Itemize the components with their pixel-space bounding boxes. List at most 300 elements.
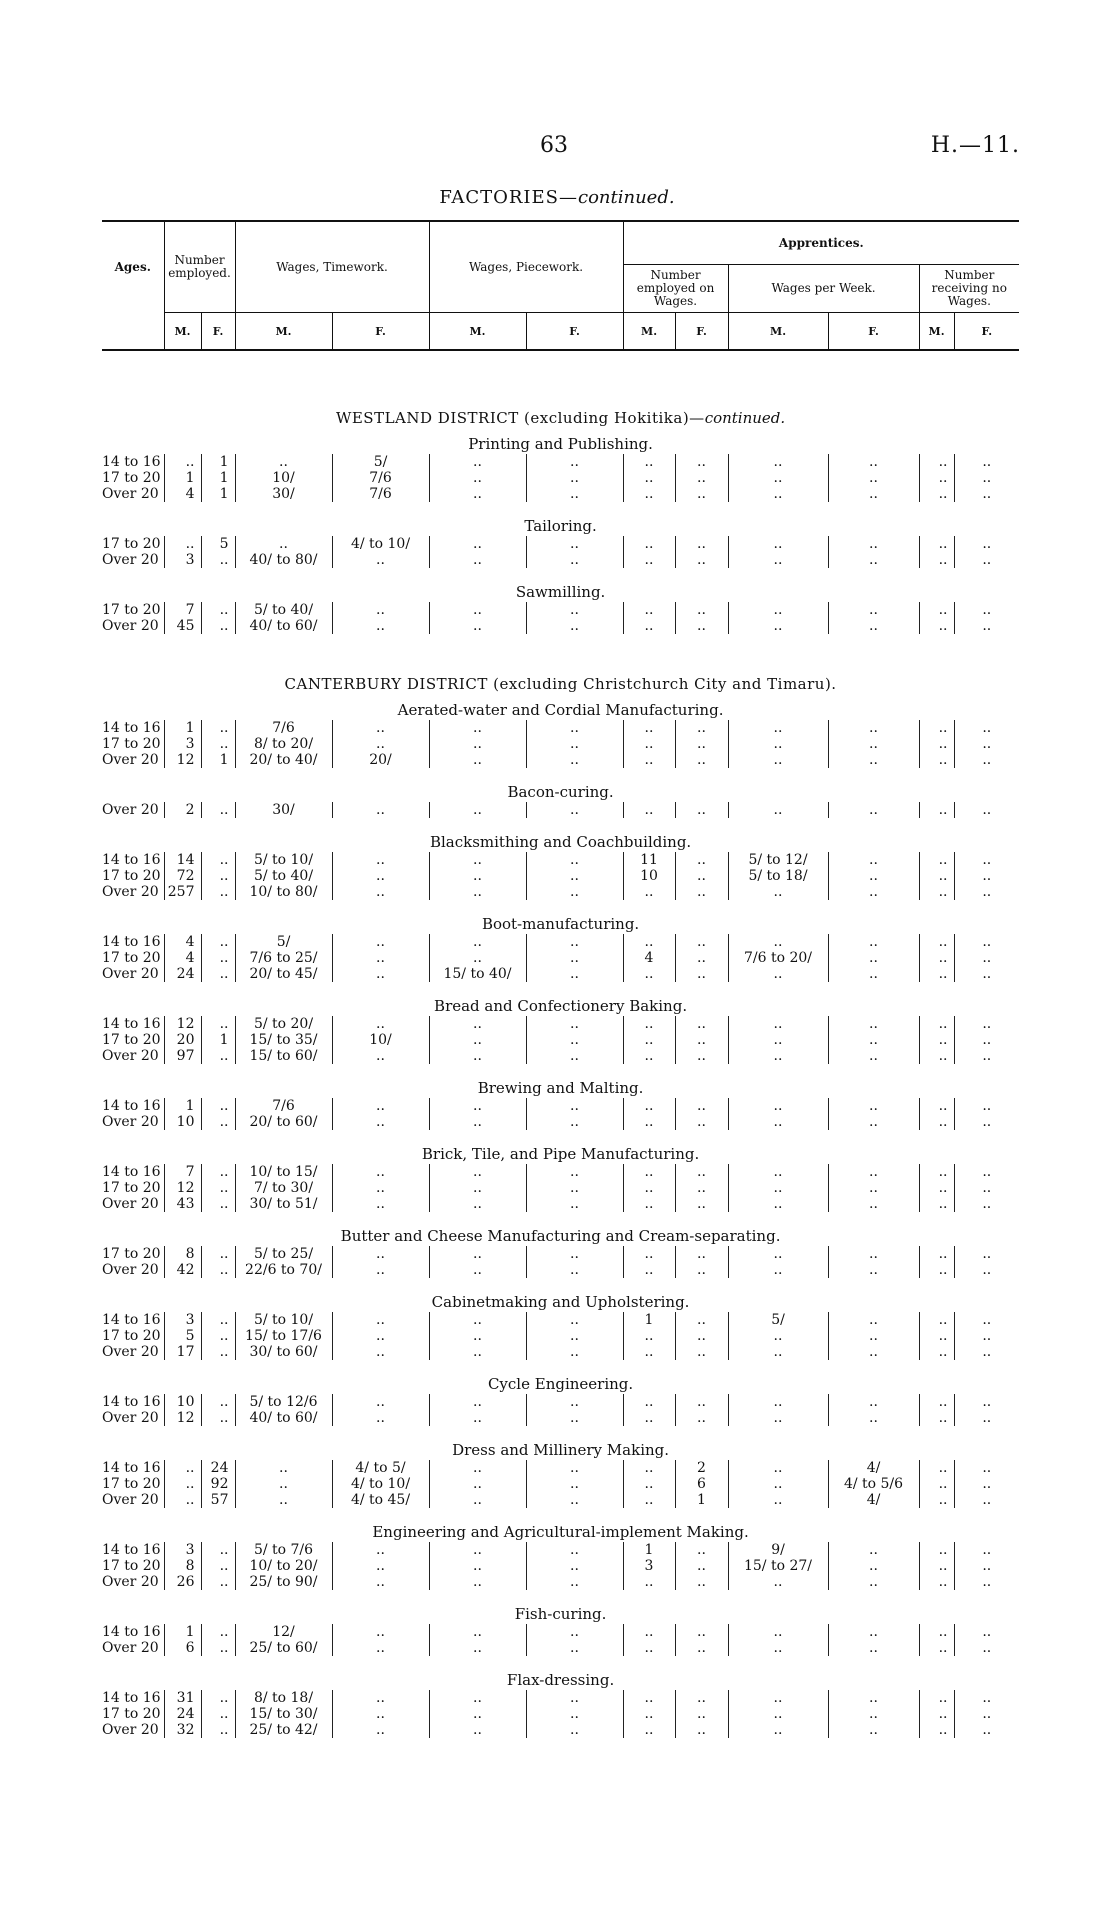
employed-m-cell: 12 <box>164 1016 201 1032</box>
appr-employed-f-cell: .. <box>675 1328 728 1344</box>
appr-wages-f-cell: .. <box>828 618 919 634</box>
piecework-m-cell: .. <box>429 1574 526 1590</box>
appr-wages-f-cell: .. <box>828 1328 919 1344</box>
appr-employed-m-cell: .. <box>623 934 675 950</box>
appr-wages-m-cell: .. <box>728 802 828 818</box>
appr-employed-f-cell: .. <box>675 1016 728 1032</box>
industry-heading: Blacksmithing and Coachbuilding. <box>429 833 692 851</box>
timework-f-cell: .. <box>332 1312 429 1328</box>
age-cell: 17 to 20 <box>102 868 161 884</box>
appr-wages-m-cell: 5/ to 12/ <box>728 852 828 868</box>
employed-f-cell: .. <box>201 934 235 950</box>
table-row <box>102 720 1019 736</box>
table-row <box>102 884 1019 900</box>
employed-m-cell: 8 <box>164 1558 201 1574</box>
timework-f-cell: 20/ <box>332 752 429 768</box>
appr-employed-f-cell: .. <box>675 736 728 752</box>
appr-wages-m-cell: .. <box>728 736 828 752</box>
appr-employed-f-cell: .. <box>675 1262 728 1278</box>
appr-nowages-m-cell: .. <box>919 454 954 470</box>
appr-employed-f-cell: .. <box>675 1246 728 1262</box>
employed-f-cell: .. <box>201 1048 235 1064</box>
piecework-f-cell: .. <box>526 1690 623 1706</box>
table-row <box>102 1114 1019 1130</box>
appr-wages-m-cell: .. <box>728 1690 828 1706</box>
table-row <box>102 1048 1019 1064</box>
age-cell: 17 to 20 <box>102 536 161 552</box>
age-cell: 17 to 20 <box>102 1706 161 1722</box>
employed-m-cell: .. <box>164 1492 201 1508</box>
piecework-f-cell: .. <box>526 1016 623 1032</box>
appr-employed-f-cell: .. <box>675 1180 728 1196</box>
appr-employed-m-cell: .. <box>623 1722 675 1738</box>
piecework-f-cell: .. <box>526 966 623 982</box>
appr-nowages-f-cell: .. <box>954 720 1019 736</box>
appr-wages-f-cell: .. <box>828 1098 919 1114</box>
employed-f-cell: 1 <box>201 470 235 486</box>
appr-wages-f-cell: .. <box>828 1016 919 1032</box>
appr-employed-m-cell: 1 <box>623 1542 675 1558</box>
appr-employed-m-cell: .. <box>623 1410 675 1426</box>
piecework-m-cell: .. <box>429 1624 526 1640</box>
piecework-f-cell: .. <box>526 1558 623 1574</box>
timework-f-cell: .. <box>332 1558 429 1574</box>
appr-nowages-m-cell: .. <box>919 1098 954 1114</box>
industry-heading: Dress and Millinery Making. <box>452 1441 670 1459</box>
age-cell: Over 20 <box>102 1262 159 1278</box>
industry-heading: Butter and Cheese Manufacturing and Cream-separating. <box>340 1227 781 1245</box>
age-cell: 14 to 16 <box>102 1164 161 1180</box>
employed-m-cell: 12 <box>164 1410 201 1426</box>
appr-nowages-m-cell: .. <box>919 1640 954 1656</box>
employed-m-cell: 1 <box>164 720 201 736</box>
industry-heading-row <box>102 502 1019 536</box>
table-row <box>102 1460 1019 1476</box>
appr-employed-m-cell: .. <box>623 454 675 470</box>
appr-wages-m-cell: .. <box>728 1246 828 1262</box>
appr-employed-m-cell: 3 <box>623 1558 675 1574</box>
employed-m-cell: 7 <box>164 1164 201 1180</box>
appr-employed-f-cell: .. <box>675 1048 728 1064</box>
appr-wages-m-cell: 5/ <box>728 1312 828 1328</box>
appr-employed-m-cell: .. <box>623 1164 675 1180</box>
timework-f-cell: .. <box>332 1164 429 1180</box>
appr-nowages-f-cell: .. <box>954 1312 1019 1328</box>
table-row <box>102 470 1019 486</box>
appr-employed-f-cell: .. <box>675 884 728 900</box>
appr-nowages-f-cell: .. <box>954 950 1019 966</box>
timework-f-cell: .. <box>332 1706 429 1722</box>
appr-wages-m-cell: .. <box>728 454 828 470</box>
timework-m-cell: 5/ to 40/ <box>235 602 332 618</box>
timework-f-cell: .. <box>332 1180 429 1196</box>
appr-wages-f-cell: .. <box>828 1114 919 1130</box>
piecework-f-cell: .. <box>526 1624 623 1640</box>
appr-wages-f-cell: .. <box>828 868 919 884</box>
timework-f-cell: .. <box>332 1098 429 1114</box>
timework-m-cell: 30/ to 51/ <box>235 1196 332 1212</box>
appr-employed-m-cell: .. <box>623 618 675 634</box>
employed-f-cell: .. <box>201 1246 235 1262</box>
table-row <box>102 618 1019 634</box>
timework-m-cell: .. <box>235 1476 332 1492</box>
piecework-m-cell: .. <box>429 1706 526 1722</box>
timework-m-cell: 5/ to 10/ <box>235 1312 332 1328</box>
title-main: FACTORIES— <box>439 187 578 208</box>
table-row <box>102 1262 1019 1278</box>
employed-m-cell: 1 <box>164 1098 201 1114</box>
appr-nowages-m-cell: .. <box>919 1476 954 1492</box>
timework-m-cell: .. <box>235 536 332 552</box>
district-heading <box>102 634 1019 696</box>
piecework-m-cell: .. <box>429 1460 526 1476</box>
appr-nowages-m-cell: .. <box>919 1542 954 1558</box>
appr-nowages-m-cell: .. <box>919 752 954 768</box>
appr-wages-m-cell: .. <box>728 934 828 950</box>
table-row <box>102 1032 1019 1048</box>
industry-heading: Cabinetmaking and Upholstering. <box>431 1293 690 1311</box>
table-row <box>102 552 1019 568</box>
piecework-f-cell: .. <box>526 868 623 884</box>
appr-wages-f-cell: .. <box>828 1164 919 1180</box>
piecework-f-cell: .. <box>526 602 623 618</box>
appr-wages-f-cell: .. <box>828 1624 919 1640</box>
employed-m-cell: 3 <box>164 736 201 752</box>
piecework-m-cell: .. <box>429 852 526 868</box>
piecework-m-cell: .. <box>429 934 526 950</box>
appr-wages-m-cell: .. <box>728 1574 828 1590</box>
age-cell: Over 20 <box>102 966 159 982</box>
industry-heading: Tailoring. <box>524 517 597 535</box>
timework-f-cell: 4/ to 45/ <box>332 1492 429 1508</box>
age-cell: 17 to 20 <box>102 1246 161 1262</box>
employed-f-cell: .. <box>201 966 235 982</box>
appr-wages-f-cell: .. <box>828 1706 919 1722</box>
appr-nowages-f-cell: .. <box>954 602 1019 618</box>
header-f: F. <box>828 313 919 351</box>
age-cell: 14 to 16 <box>102 1394 161 1410</box>
appr-nowages-f-cell: .. <box>954 1410 1019 1426</box>
age-cell: Over 20 <box>102 552 159 568</box>
appr-employed-f-cell: .. <box>675 1032 728 1048</box>
appr-employed-f-cell: .. <box>675 552 728 568</box>
piecework-f-cell: .. <box>526 1574 623 1590</box>
appr-wages-m-cell: .. <box>728 1328 828 1344</box>
appr-wages-m-cell: .. <box>728 720 828 736</box>
employed-f-cell: .. <box>201 1722 235 1738</box>
employed-f-cell: .. <box>201 602 235 618</box>
district-heading <box>102 388 1019 430</box>
employed-f-cell: .. <box>201 618 235 634</box>
appr-employed-f-cell: 6 <box>675 1476 728 1492</box>
timework-f-cell: .. <box>332 1344 429 1360</box>
page-number: 63 <box>540 133 568 158</box>
timework-f-cell: .. <box>332 1574 429 1590</box>
employed-f-cell: .. <box>201 1164 235 1180</box>
table-row <box>102 1542 1019 1558</box>
appr-nowages-m-cell: .. <box>919 602 954 618</box>
appr-employed-f-cell: .. <box>675 1312 728 1328</box>
employed-f-cell: 1 <box>201 454 235 470</box>
header-f: F. <box>332 313 429 351</box>
age-cell: 14 to 16 <box>102 1016 161 1032</box>
table-header <box>102 220 1019 351</box>
piecework-f-cell: .. <box>526 1246 623 1262</box>
piecework-f-cell: .. <box>526 720 623 736</box>
piecework-f-cell: .. <box>526 470 623 486</box>
employed-f-cell: .. <box>201 1558 235 1574</box>
appr-wages-f-cell: .. <box>828 950 919 966</box>
appr-nowages-f-cell: .. <box>954 536 1019 552</box>
piecework-m-cell: .. <box>429 1492 526 1508</box>
appr-wages-m-cell: .. <box>728 752 828 768</box>
appr-nowages-f-cell: .. <box>954 1394 1019 1410</box>
appr-employed-f-cell: 2 <box>675 1460 728 1476</box>
header-m: M. <box>623 313 675 351</box>
piecework-f-cell: .. <box>526 1640 623 1656</box>
appr-wages-m-cell: .. <box>728 1476 828 1492</box>
age-cell: 17 to 20 <box>102 950 161 966</box>
appr-wages-m-cell: .. <box>728 1164 828 1180</box>
appr-wages-f-cell: .. <box>828 1180 919 1196</box>
table-row <box>102 1492 1019 1508</box>
industry-heading: Bacon-curing. <box>507 783 614 801</box>
appr-employed-f-cell: .. <box>675 802 728 818</box>
employed-f-cell: .. <box>201 1328 235 1344</box>
appr-wages-f-cell: .. <box>828 1574 919 1590</box>
piecework-f-cell: .. <box>526 536 623 552</box>
header-m: M. <box>164 313 201 351</box>
industry-heading-row <box>102 1426 1019 1460</box>
district-heading-row <box>102 388 1019 430</box>
timework-f-cell: .. <box>332 966 429 982</box>
piecework-m-cell: .. <box>429 486 526 502</box>
appr-employed-m-cell: .. <box>623 1196 675 1212</box>
timework-f-cell: .. <box>332 720 429 736</box>
table-row <box>102 1328 1019 1344</box>
header-wages-piecework: Wages, Piecework. <box>429 221 623 313</box>
header-wages-timework: Wages, Timework. <box>235 221 429 313</box>
table-row <box>102 1180 1019 1196</box>
piecework-m-cell: .. <box>429 1098 526 1114</box>
table-row <box>102 868 1019 884</box>
industry-heading-row <box>102 1212 1019 1246</box>
employed-m-cell: 4 <box>164 934 201 950</box>
employed-f-cell: .. <box>201 950 235 966</box>
appr-nowages-m-cell: .. <box>919 934 954 950</box>
timework-f-cell: 4/ to 10/ <box>332 1476 429 1492</box>
age-cell: 14 to 16 <box>102 1690 161 1706</box>
employed-m-cell: 72 <box>164 868 201 884</box>
appr-nowages-m-cell: .. <box>919 720 954 736</box>
employed-m-cell: 3 <box>164 552 201 568</box>
employed-m-cell: 12 <box>164 1180 201 1196</box>
industry-heading: Sawmilling. <box>515 583 606 601</box>
appr-nowages-m-cell: .. <box>919 1706 954 1722</box>
timework-f-cell: .. <box>332 1722 429 1738</box>
piecework-f-cell: .. <box>526 1344 623 1360</box>
appr-nowages-f-cell: .. <box>954 1164 1019 1180</box>
appr-employed-m-cell: .. <box>623 1114 675 1130</box>
appr-nowages-f-cell: .. <box>954 868 1019 884</box>
appr-employed-m-cell: .. <box>623 802 675 818</box>
appr-nowages-m-cell: .. <box>919 868 954 884</box>
age-cell: 17 to 20 <box>102 1328 161 1344</box>
page-title <box>0 187 1114 208</box>
timework-f-cell: .. <box>332 1394 429 1410</box>
appr-nowages-f-cell: .. <box>954 1048 1019 1064</box>
timework-m-cell: 12/ <box>235 1624 332 1640</box>
employed-m-cell: 5 <box>164 1328 201 1344</box>
employed-f-cell: .. <box>201 1196 235 1212</box>
appr-wages-m-cell: .. <box>728 1016 828 1032</box>
appr-nowages-m-cell: .. <box>919 1492 954 1508</box>
timework-m-cell: 30/ to 60/ <box>235 1344 332 1360</box>
age-cell: 14 to 16 <box>102 454 161 470</box>
piecework-f-cell: .. <box>526 454 623 470</box>
piecework-m-cell: .. <box>429 1164 526 1180</box>
appr-employed-m-cell: .. <box>623 1394 675 1410</box>
appr-nowages-m-cell: .. <box>919 1196 954 1212</box>
employed-m-cell: 24 <box>164 1706 201 1722</box>
piecework-f-cell: .. <box>526 736 623 752</box>
piecework-f-cell: .. <box>526 1410 623 1426</box>
piecework-f-cell: .. <box>526 552 623 568</box>
appr-wages-m-cell: .. <box>728 1262 828 1278</box>
table-row <box>102 966 1019 982</box>
document-reference: H.—11. <box>930 133 1020 158</box>
age-cell: Over 20 <box>102 1048 159 1064</box>
piecework-m-cell: .. <box>429 1476 526 1492</box>
appr-employed-m-cell: .. <box>623 752 675 768</box>
employed-m-cell: 12 <box>164 752 201 768</box>
appr-wages-f-cell: .. <box>828 552 919 568</box>
piecework-f-cell: .. <box>526 1180 623 1196</box>
appr-nowages-f-cell: .. <box>954 802 1019 818</box>
appr-nowages-f-cell: .. <box>954 1706 1019 1722</box>
appr-wages-f-cell: .. <box>828 852 919 868</box>
timework-m-cell: 25/ to 90/ <box>235 1574 332 1590</box>
header-m: M. <box>919 313 954 351</box>
appr-wages-f-cell: .. <box>828 934 919 950</box>
piecework-f-cell: .. <box>526 1460 623 1476</box>
appr-wages-f-cell: 4/ <box>828 1460 919 1476</box>
appr-nowages-f-cell: .. <box>954 454 1019 470</box>
appr-nowages-f-cell: .. <box>954 1344 1019 1360</box>
timework-m-cell: 22/6 to 70/ <box>235 1262 332 1278</box>
header-appr-wages-per-week: Wages per Week. <box>728 265 919 313</box>
appr-wages-m-cell: .. <box>728 1394 828 1410</box>
age-cell: Over 20 <box>102 1196 159 1212</box>
appr-nowages-m-cell: .. <box>919 1574 954 1590</box>
appr-nowages-f-cell: .. <box>954 1640 1019 1656</box>
employed-m-cell: 31 <box>164 1690 201 1706</box>
timework-m-cell: 25/ to 60/ <box>235 1640 332 1656</box>
age-cell: 14 to 16 <box>102 1460 161 1476</box>
table-row <box>102 852 1019 868</box>
industry-heading: Cycle Engineering. <box>487 1375 634 1393</box>
piecework-f-cell: .. <box>526 1312 623 1328</box>
appr-employed-m-cell: .. <box>623 736 675 752</box>
appr-employed-m-cell: .. <box>623 552 675 568</box>
employed-m-cell: 10 <box>164 1394 201 1410</box>
appr-wages-f-cell: .. <box>828 536 919 552</box>
piecework-f-cell: .. <box>526 1032 623 1048</box>
age-cell: Over 20 <box>102 1640 159 1656</box>
appr-employed-f-cell: .. <box>675 602 728 618</box>
appr-employed-m-cell: .. <box>623 1098 675 1114</box>
appr-nowages-m-cell: .. <box>919 1344 954 1360</box>
header-appr-no-wages: Number receiving no Wages. <box>919 265 1019 313</box>
appr-wages-f-cell: .. <box>828 966 919 982</box>
appr-nowages-m-cell: .. <box>919 536 954 552</box>
timework-m-cell: 15/ to 60/ <box>235 1048 332 1064</box>
age-cell: Over 20 <box>102 486 159 502</box>
timework-m-cell: 15/ to 35/ <box>235 1032 332 1048</box>
appr-wages-m-cell: .. <box>728 1098 828 1114</box>
piecework-f-cell: .. <box>526 1706 623 1722</box>
employed-f-cell: 92 <box>201 1476 235 1492</box>
table-row <box>102 1624 1019 1640</box>
timework-m-cell: 40/ to 60/ <box>235 618 332 634</box>
industry-heading-row <box>102 1590 1019 1624</box>
piecework-m-cell: .. <box>429 736 526 752</box>
appr-wages-m-cell: .. <box>728 1640 828 1656</box>
appr-wages-m-cell: .. <box>728 1196 828 1212</box>
piecework-m-cell: .. <box>429 1048 526 1064</box>
employed-f-cell: .. <box>201 1394 235 1410</box>
timework-m-cell: 5/ to 20/ <box>235 1016 332 1032</box>
appr-wages-m-cell: .. <box>728 1032 828 1048</box>
piecework-m-cell: .. <box>429 454 526 470</box>
table-row <box>102 1410 1019 1426</box>
employed-f-cell: .. <box>201 1640 235 1656</box>
employed-f-cell: .. <box>201 552 235 568</box>
timework-m-cell: 7/6 <box>235 1098 332 1114</box>
employed-f-cell: 1 <box>201 752 235 768</box>
appr-employed-f-cell: .. <box>675 1722 728 1738</box>
industry-heading: Boot-manufacturing. <box>481 915 640 933</box>
district-name: WESTLAND DISTRICT (excluding Hokitika)— <box>335 409 705 427</box>
employed-m-cell: 24 <box>164 966 201 982</box>
appr-employed-m-cell: 10 <box>623 868 675 884</box>
table-row <box>102 1640 1019 1656</box>
timework-m-cell: 20/ to 40/ <box>235 752 332 768</box>
appr-nowages-m-cell: .. <box>919 486 954 502</box>
piecework-f-cell: .. <box>526 1394 623 1410</box>
appr-nowages-f-cell: .. <box>954 1098 1019 1114</box>
table-row <box>102 950 1019 966</box>
appr-nowages-f-cell: .. <box>954 934 1019 950</box>
piecework-m-cell: .. <box>429 1410 526 1426</box>
appr-wages-m-cell: .. <box>728 486 828 502</box>
appr-employed-f-cell: .. <box>675 618 728 634</box>
appr-wages-f-cell: .. <box>828 1344 919 1360</box>
employed-f-cell: .. <box>201 868 235 884</box>
appr-wages-m-cell: .. <box>728 602 828 618</box>
appr-nowages-m-cell: .. <box>919 1394 954 1410</box>
appr-employed-f-cell: .. <box>675 1164 728 1180</box>
industry-heading-row <box>102 1064 1019 1098</box>
appr-nowages-m-cell: .. <box>919 1460 954 1476</box>
table-row <box>102 1706 1019 1722</box>
appr-employed-m-cell: .. <box>623 1048 675 1064</box>
appr-wages-f-cell: .. <box>828 884 919 900</box>
piecework-m-cell: .. <box>429 1262 526 1278</box>
appr-nowages-f-cell: .. <box>954 1328 1019 1344</box>
appr-employed-m-cell: .. <box>623 1328 675 1344</box>
employed-m-cell: 17 <box>164 1344 201 1360</box>
